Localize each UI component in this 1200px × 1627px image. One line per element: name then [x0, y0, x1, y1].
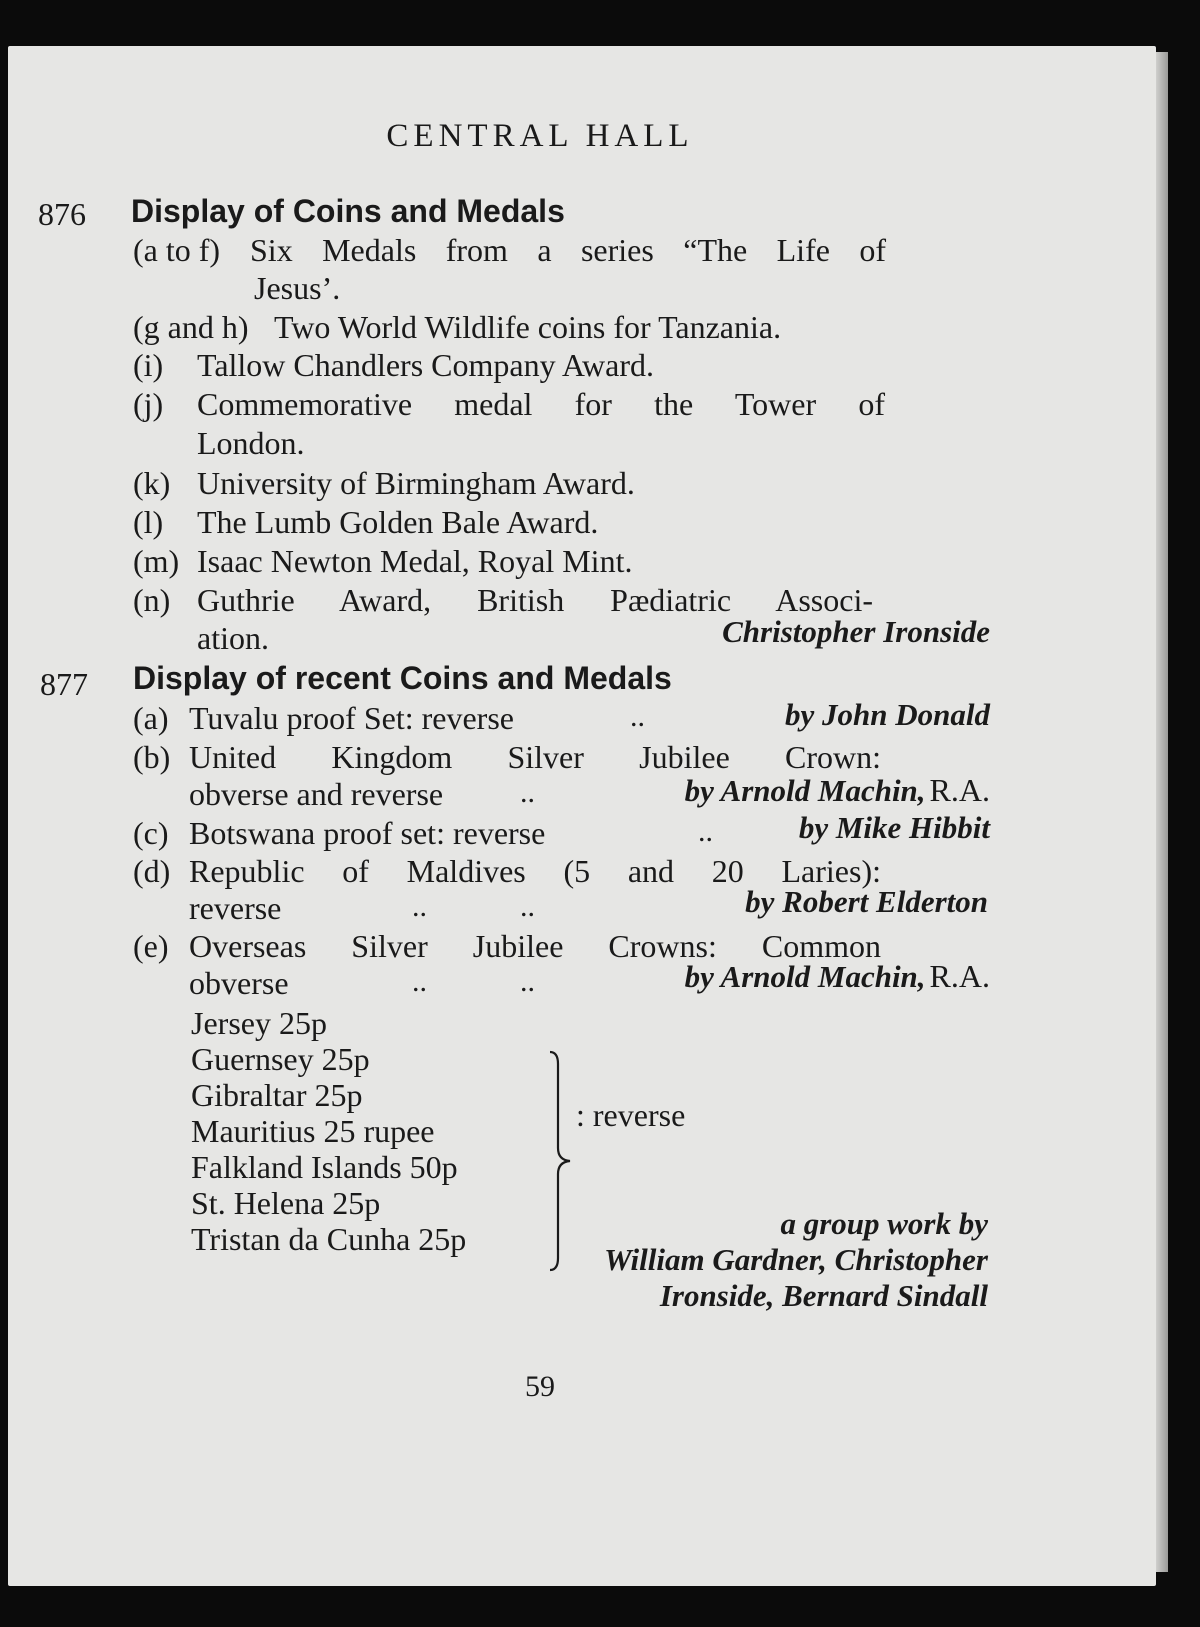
item-credit-suffix: R.A.	[929, 772, 990, 808]
item-continuation: Jesus’.	[254, 270, 341, 306]
leader-dots: ..	[630, 700, 645, 733]
item-text: University of Birmingham Award.	[197, 465, 635, 501]
group-credit-line: William Gardner, Christopher	[604, 1242, 988, 1277]
item-text: Commemorative medal for the Tower of	[197, 386, 885, 422]
coin-item: Gibraltar 25p	[191, 1077, 363, 1113]
item-text: Six Medals from a series “The Life of	[250, 232, 886, 268]
right-brace	[548, 1050, 578, 1272]
group-credit-line: Ironside, Bernard Sindall	[659, 1278, 988, 1313]
coin-item: Jersey 25p	[191, 1005, 327, 1041]
item-text: Tallow Chandlers Company Award.	[197, 347, 654, 383]
coin-item: Guernsey 25p	[191, 1041, 370, 1077]
leader-dots: ..	[520, 890, 535, 923]
leader-dots: ..	[698, 815, 713, 848]
item-text: Two World Wildlife coins for Tanzania.	[274, 309, 782, 345]
item-continuation: obverse	[189, 965, 289, 1001]
item-label: (e)	[133, 928, 169, 964]
item-label: (a to f)	[133, 232, 221, 268]
item-text: Guthrie Award, British Pædiatric Associ-	[197, 582, 873, 618]
item-label: (a)	[133, 700, 169, 736]
group-credit-line: a group work by	[780, 1206, 988, 1241]
entry-876-credit: Christopher Ironside	[722, 614, 990, 649]
item-continuation: ation.	[197, 620, 269, 656]
item-label: (k)	[133, 465, 171, 501]
coins-note: : reverse	[576, 1097, 686, 1133]
item-text: The Lumb Golden Bale Award.	[197, 504, 599, 540]
coin-item: St. Helena 25p	[191, 1185, 381, 1221]
item-continuation: reverse	[189, 890, 282, 926]
item-label: (m)	[133, 543, 180, 579]
coin-item: Tristan da Cunha 25p	[191, 1221, 467, 1257]
item-text: United Kingdom Silver Jubilee Crown:	[189, 739, 881, 775]
item-label: (i)	[133, 347, 164, 383]
entry-877-number: 877	[40, 666, 88, 702]
item-label: (g and h)	[133, 309, 249, 345]
page-header: CENTRAL HALL	[386, 118, 694, 154]
item-text: Tuvalu proof Set: reverse	[189, 700, 514, 736]
leader-dots: ..	[412, 890, 427, 923]
item-credit: by Mike Hibbit	[798, 810, 990, 845]
item-text: Republic of Maldives (5 and 20 Laries):	[189, 853, 881, 889]
coin-item: Falkland Islands 50p	[191, 1149, 458, 1185]
item-continuation: obverse and reverse	[189, 776, 444, 812]
item-label: (c)	[133, 815, 169, 851]
entry-876-number: 876	[38, 196, 86, 232]
leader-dots: ..	[412, 965, 427, 998]
item-credit: by Robert Elderton	[745, 884, 988, 919]
entry-877-title: Display of recent Coins and Medals	[133, 660, 672, 696]
entry-876-title: Display of Coins and Medals	[131, 193, 565, 229]
page-number: 59	[525, 1370, 555, 1403]
leader-dots: ..	[520, 776, 535, 809]
item-continuation: London.	[197, 425, 305, 461]
item-label: (l)	[133, 504, 164, 540]
item-label: (j)	[133, 386, 164, 422]
leader-dots: ..	[520, 965, 535, 998]
item-text: Isaac Newton Medal, Royal Mint.	[197, 543, 633, 579]
item-credit: by John Donald	[785, 697, 990, 732]
page-edge	[1156, 52, 1168, 1572]
item-credit: by Arnold Machin,	[684, 959, 926, 994]
item-text: Botswana proof set: reverse	[189, 815, 546, 851]
item-label: (n)	[133, 582, 171, 618]
item-label: (b)	[133, 739, 171, 775]
item-credit-suffix: R.A.	[929, 958, 990, 994]
item-credit: by Arnold Machin,	[684, 773, 926, 808]
item-text: Overseas Silver Jubilee Crowns: Common	[189, 928, 881, 964]
coin-item: Mauritius 25 rupee	[191, 1113, 435, 1149]
item-label: (d)	[133, 853, 171, 889]
